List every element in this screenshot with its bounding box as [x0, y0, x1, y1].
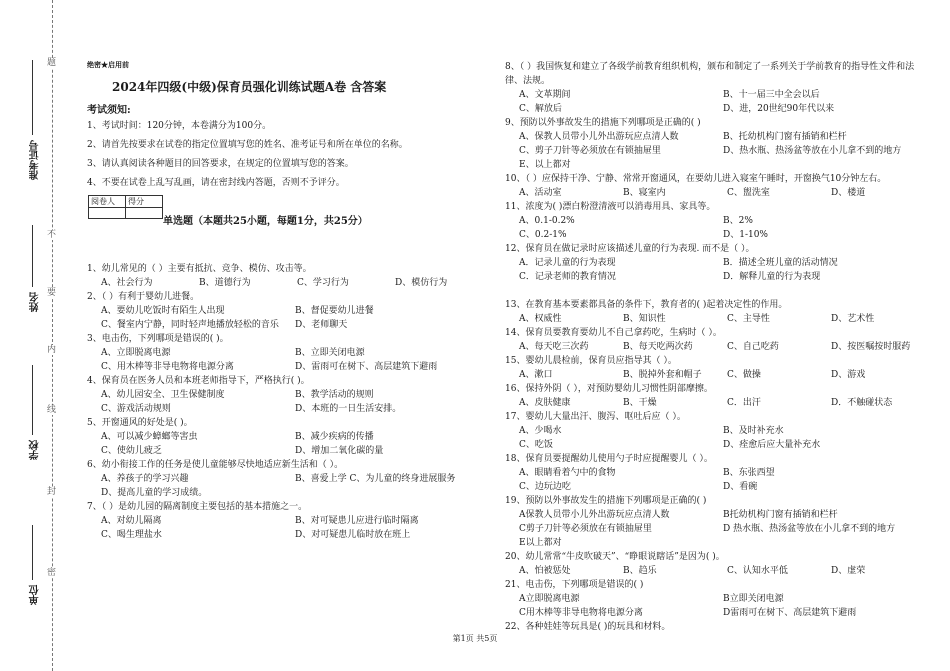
question-item — [505, 578, 930, 620]
question-item — [505, 172, 930, 200]
seal-word: 要 — [47, 288, 57, 298]
answer-option[interactable]: D、增加二氧化碳的量 — [295, 446, 384, 456]
answer-option[interactable]: C、游戏活动规则 — [101, 404, 171, 414]
option-list — [505, 256, 930, 284]
option-list — [505, 340, 930, 354]
question-item — [505, 410, 930, 452]
answer-option[interactable]: D．不触碰状态 — [831, 398, 893, 408]
answer-option[interactable]: D、楼道 — [831, 188, 866, 198]
question-item — [505, 382, 930, 410]
answer-option[interactable]: B、知识性 — [623, 314, 666, 324]
answer-option[interactable]: C、用木棒等非导电物将电源分离 — [101, 362, 234, 372]
answer-option[interactable]: B托幼机构门窗有插销和栏杆 — [723, 510, 838, 520]
field-school: 学校 — [30, 440, 41, 460]
answer-option[interactable]: B、教学活动的规则 — [295, 390, 374, 400]
question-item — [87, 500, 492, 542]
answer-option[interactable]: C、解放后 — [519, 104, 562, 114]
answer-option[interactable]: A、对幼儿隔离 — [101, 516, 162, 526]
option-list — [87, 346, 492, 374]
answer-option[interactable]: A、文革期间 — [519, 90, 571, 100]
answer-option[interactable]: B、东张西望 — [723, 468, 775, 478]
answer-option[interactable]: D 热水瓶、热汤盆等放在小儿拿不到的地方 — [723, 524, 896, 534]
answer-option[interactable]: D、虚荣 — [831, 566, 866, 576]
option-list — [505, 186, 930, 200]
seal-word: 内 — [47, 345, 57, 355]
secret-label: 绝密★启用前 — [87, 60, 129, 69]
answer-option[interactable]: A、漱口 — [519, 370, 553, 380]
option-list — [505, 466, 930, 494]
field-unit: 单位 — [30, 585, 41, 605]
grader-cell[interactable] — [89, 208, 126, 219]
answer-option[interactable]: A、幼儿园安全、卫生保健制度 — [101, 390, 225, 400]
question-item — [87, 374, 492, 416]
answer-option[interactable]: A保教人员带小儿外出游玩应点清人数 — [519, 510, 670, 520]
answer-option[interactable]: C、主导性 — [727, 314, 770, 324]
answer-option[interactable]: B、及时补充水 — [723, 426, 784, 436]
question-item — [87, 332, 492, 374]
left-question-column — [87, 262, 492, 542]
answer-option[interactable]: D、本班的一日生活安排。 — [295, 404, 402, 414]
question-text: 15、婴幼儿晨检前，保育员应指导其（ ）。 — [505, 356, 677, 366]
question-text: 16、保持外阴（ ），对预防婴幼儿习惯性阴部摩擦。 — [505, 384, 713, 394]
answer-option[interactable]: D、1-10% — [723, 230, 768, 240]
answer-option[interactable]: C、餐室内宁静，同时轻声地播放轻松的音乐 — [101, 320, 279, 330]
option-list — [87, 388, 492, 416]
answer-option[interactable]: C、0.2-1% — [519, 230, 567, 240]
question-text: 1、幼儿常见的（ ）主要有抵抗、竞争、模仿、攻击等。 — [87, 264, 312, 274]
option-list — [87, 304, 492, 332]
answer-option[interactable]: B、督促要幼儿进餐 — [295, 306, 374, 316]
notice-item: 1、考试时间：120分钟，本卷满分为100分。 — [87, 121, 272, 131]
question-text: 19、预防以外事故发生的措施下列哪项是正确的( ) — [505, 496, 707, 506]
score-cell[interactable] — [126, 208, 163, 219]
question-text: 5、开窗通风的好处是( )。 — [87, 418, 193, 428]
answer-option[interactable]: A、保教人员带小儿外出游玩应点清人数 — [519, 132, 679, 142]
answer-option[interactable]: B、立即关闭电源 — [295, 348, 365, 358]
answer-option[interactable]: A、社会行为 — [101, 278, 153, 288]
question-item — [87, 416, 492, 458]
answer-option[interactable]: B、道德行为 — [199, 278, 251, 288]
notice-item: 3、请认真阅读各种题目的回答要求，在规定的位置填写您的答案。 — [87, 159, 354, 169]
question-item — [87, 458, 492, 500]
answer-option[interactable]: C剪子刀针等必须放在有锁抽屉里 — [519, 524, 652, 534]
option-list — [505, 424, 930, 452]
answer-option[interactable]: A、皮肤健康 — [519, 398, 571, 408]
answer-option[interactable]: A、眼睛看着勺中的食物 — [519, 468, 616, 478]
answer-option[interactable]: B、干燥 — [623, 398, 657, 408]
answer-option[interactable]: C、边玩边吃 — [519, 482, 571, 492]
answer-option[interactable]: A立即脱离电源 — [519, 594, 580, 604]
question-item — [87, 290, 492, 332]
option-list — [505, 368, 930, 382]
score-label: 得分 — [126, 196, 163, 208]
seal-word: 封 — [47, 487, 57, 497]
answer-option[interactable]: B、喜爱上学 C、为儿童的终身进展服务 — [295, 474, 456, 484]
answer-option[interactable]: D、老师聊天 — [295, 320, 348, 330]
answer-option[interactable]: A、每天吃三次药 — [519, 342, 589, 352]
answer-option[interactable]: B、每天吃两次药 — [623, 342, 693, 352]
seal-word: 线 — [47, 405, 57, 415]
question-text: 17、婴幼儿大量出汗、腹泻、呕吐后应（ ）。 — [505, 412, 686, 422]
question-text: 2、（ ）有利于婴幼儿进餐。 — [87, 292, 200, 302]
answer-option[interactable]: B、十一届三中全会以后 — [723, 90, 820, 100]
answer-option[interactable]: D、游戏 — [831, 370, 866, 380]
question-item — [505, 620, 930, 634]
option-list — [87, 276, 492, 290]
question-text: 13、在教育基本要素都具备的条件下，教育者的( )起着决定性的作用。 — [505, 300, 788, 310]
answer-option[interactable]: D、痊愈后应大量补充水 — [723, 440, 821, 450]
question-item — [505, 242, 930, 284]
fill-line — [32, 525, 33, 580]
seal-word: 题 — [47, 58, 57, 68]
answer-option[interactable]: E以上都对 — [519, 538, 562, 548]
notice-item: 2、请首先按要求在试卷的指定位置填写您的姓名、准考证号和所在单位的名称。 — [87, 140, 408, 150]
question-item — [505, 452, 930, 494]
answer-option[interactable]: C、剪子刀针等必须放在有锁抽屉里 — [519, 146, 661, 156]
answer-option[interactable]: A．记录儿童的行为表现 — [519, 258, 616, 268]
question-item — [505, 494, 930, 550]
option-list — [505, 88, 930, 116]
question-text: 9、预防以外事故发生的措施下列哪项是正确的( ) — [505, 118, 701, 128]
question-text: 21、电击伤，下列哪项是错误的( ) — [505, 580, 644, 590]
answer-option[interactable]: C、盥洗室 — [727, 188, 770, 198]
option-list — [505, 564, 930, 578]
answer-option[interactable]: B、2% — [723, 216, 753, 226]
answer-option[interactable]: B立即关闭电源 — [723, 594, 784, 604]
question-text: 22、各种娃娃等玩具是( )的玩具和材料。 — [505, 622, 671, 632]
option-list — [505, 130, 930, 172]
answer-option[interactable]: A、怕被惩处 — [519, 566, 571, 576]
section-heading: 单选题（本题共25小题，每题1分，共25分） — [163, 216, 368, 227]
question-item — [505, 326, 930, 354]
question-text: 7、（ ）是幼儿园的隔离制度主要包括的基本措施之一。 — [87, 502, 308, 512]
question-item — [505, 200, 930, 242]
option-list — [505, 312, 930, 326]
question-text: 11、浓度为( )漂白粉澄清液可以消毒用具、家具等。 — [505, 202, 716, 212]
answer-option[interactable]: D、进，20世纪90年代以来 — [723, 104, 835, 114]
question-text: 12、保育员在做记录时应该描述儿童的行为表现. 而不是（ ）。 — [505, 244, 755, 254]
answer-option[interactable]: D、按医嘱按时服药 — [831, 342, 911, 352]
question-text: 3、电击伤，下列哪项是错误的( )。 — [87, 334, 229, 344]
answer-option[interactable]: D、艺术性 — [831, 314, 875, 324]
question-item — [505, 116, 930, 172]
answer-option[interactable]: C、吃饭 — [519, 440, 553, 450]
notice-item: 4、不要在试卷上乱写乱画，请在密封线内答题，否则不予评分。 — [87, 178, 345, 188]
answer-option[interactable]: D、看碗 — [723, 482, 758, 492]
fill-line — [32, 365, 33, 435]
answer-option[interactable]: D、热水瓶、热汤盆等放在小儿拿不到的地方 — [723, 146, 902, 156]
answer-option[interactable]: A、0.1-0.2% — [519, 216, 575, 226]
question-item — [505, 550, 930, 578]
question-text: 8、（ ）我国恢复和建立了各级学前教育组织机构，颁布和制定了一系列关于学前教育的指导性文件和法律、法规。 — [505, 62, 915, 86]
question-text: 14、保育员要教育要幼儿不自己拿药吃，生病时（ ）。 — [505, 328, 722, 338]
answer-option[interactable]: A、养孩子的学习兴趣 — [101, 474, 189, 484]
option-list — [505, 396, 930, 410]
seal-word: 密 — [47, 568, 57, 578]
question-item — [505, 298, 930, 326]
answer-option[interactable]: C用木棒等非导电物将电源分离 — [519, 608, 643, 618]
field-exam-number: 准考证号 — [30, 140, 41, 180]
answer-option[interactable]: D、雷雨可在树下、高层建筑下避雨 — [295, 362, 438, 372]
question-text: 18、保育员要提醒幼儿使用勺子时应提醒婴儿（ ）。 — [505, 454, 713, 464]
option-list — [87, 430, 492, 458]
page-footer: 第1页 共5页 — [452, 634, 498, 643]
answer-option[interactable]: D、提高儿童的学习成绩。 — [101, 488, 208, 498]
answer-option[interactable]: B、脱掉外套和帽子 — [623, 370, 702, 380]
answer-option[interactable]: A、立即脱离电源 — [101, 348, 171, 358]
question-item — [505, 60, 930, 116]
answer-option[interactable]: B、寝室内 — [623, 188, 666, 198]
question-text: 6、幼小衔接工作的任务是使儿童能够尽快地适应新生活和（ ）。 — [87, 460, 344, 470]
answer-option[interactable]: B、托幼机构门窗有插销和栏杆 — [723, 132, 847, 142]
answer-option[interactable]: A、活动室 — [519, 188, 562, 198]
answer-option[interactable]: A、要幼儿吃饭时有陌生人出现 — [101, 306, 225, 316]
answer-option[interactable]: B．描述全班儿童的活动情况 — [723, 258, 838, 268]
option-list — [505, 214, 930, 242]
answer-option[interactable]: A、可以减少蟑螂等害虫 — [101, 432, 198, 442]
field-name: 姓名 — [30, 292, 41, 312]
answer-option[interactable]: D、对可疑患儿临时放在班上 — [295, 530, 411, 540]
answer-option[interactable]: C．出汗 — [727, 398, 761, 408]
answer-option[interactable]: E、以上都对 — [519, 160, 571, 170]
answer-option[interactable]: D雷雨可在树下、高层建筑下避雨 — [723, 608, 857, 618]
answer-option[interactable]: C、认知水平低 — [727, 566, 788, 576]
answer-option[interactable]: B、减少疾病的传播 — [295, 432, 374, 442]
fill-line — [32, 60, 33, 135]
answer-option[interactable]: C．记录老师的教育情况 — [519, 272, 616, 282]
answer-option[interactable]: B、对可疑患儿应进行临时隔离 — [295, 516, 419, 526]
answer-option[interactable]: C、学习行为 — [297, 278, 349, 288]
answer-option[interactable]: D．解释儿童的行为表现 — [723, 272, 821, 282]
question-text: 4、保育员在医务人员和本班老师指导下，严格执行( )。 — [87, 376, 310, 386]
answer-option[interactable]: B、趋乐 — [623, 566, 657, 576]
answer-option[interactable]: C、使幼儿疲乏 — [101, 446, 162, 456]
answer-option[interactable]: D、模仿行为 — [395, 278, 448, 288]
answer-option[interactable]: C、自己吃药 — [727, 342, 779, 352]
answer-option[interactable]: A、权威性 — [519, 314, 562, 324]
answer-option[interactable]: C、喝生理盐水 — [101, 530, 162, 540]
option-list — [87, 472, 492, 500]
option-list — [87, 514, 492, 542]
option-list — [505, 508, 930, 550]
binding-margin — [0, 0, 80, 671]
question-text: 10、（ ）应保持干净、宁静、常常开窗通风，在要幼儿进入寝室午睡时，开窗换气10分钟左右。 — [505, 174, 887, 184]
fill-line — [32, 225, 33, 287]
page-title: 2024年四级(中级)保育员强化训练试题A卷 含答案 — [112, 80, 387, 94]
answer-option[interactable]: A、少喝水 — [519, 426, 562, 436]
notice-heading: 考试须知: — [87, 105, 131, 116]
question-item — [505, 354, 930, 382]
right-question-column — [505, 60, 930, 634]
option-list — [505, 592, 930, 620]
score-box — [88, 195, 163, 219]
question-item — [87, 262, 492, 290]
question-text: 20、幼儿常常“牛皮吹破天”、“睁眼说瞎话”是因为( )。 — [505, 552, 725, 562]
grader-label: 阅卷人 — [89, 196, 126, 208]
seal-word: 不 — [47, 230, 57, 240]
answer-option[interactable]: C、做操 — [727, 370, 761, 380]
